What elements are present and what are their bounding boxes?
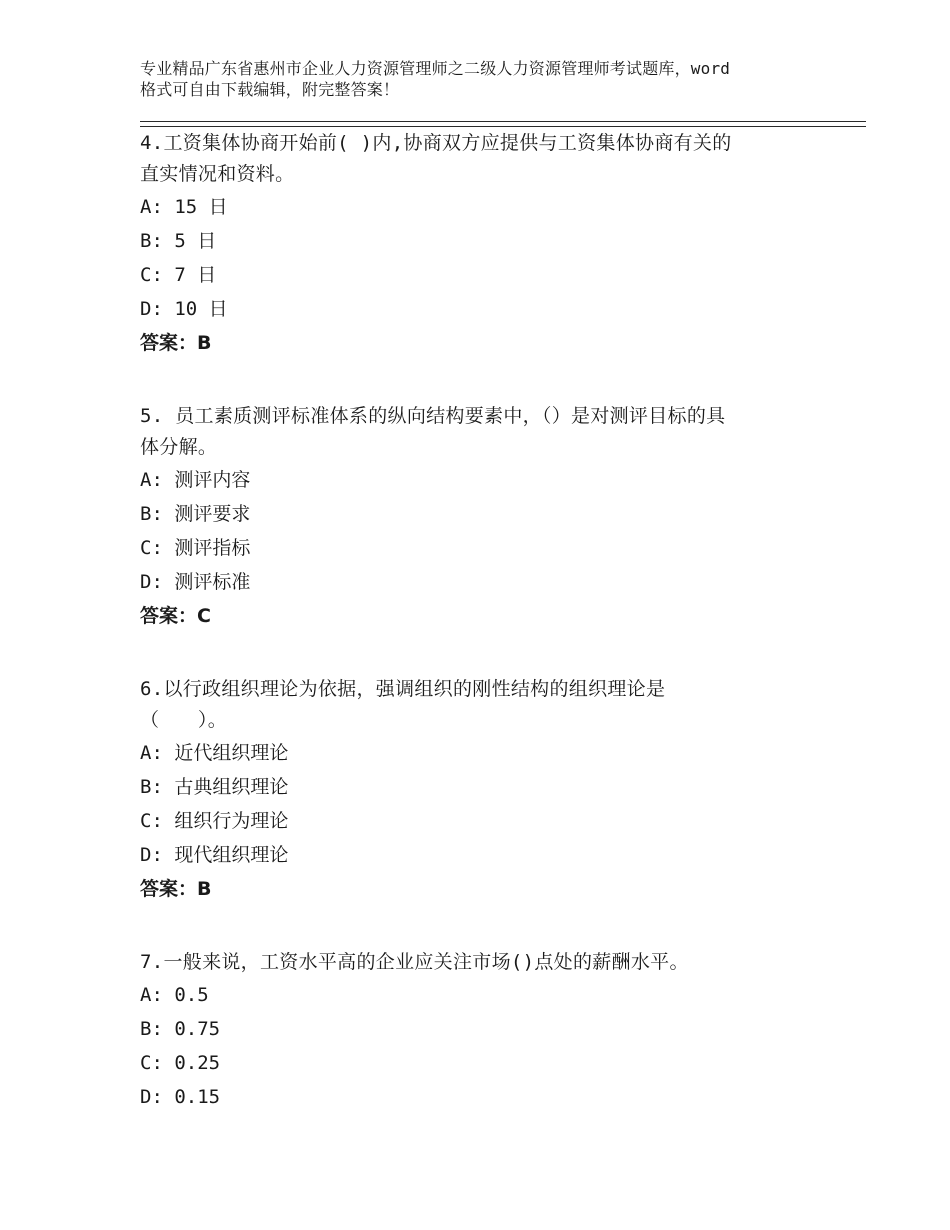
- question-stem-line: 6.以行政组织理论为依据，强调组织的刚性结构的组织理论是: [140, 678, 666, 700]
- option-b: B: 5 日: [140, 230, 217, 252]
- question-7: [140, 947, 830, 1114]
- option-d: D: 测评标准: [140, 571, 251, 593]
- question-stem: [140, 401, 830, 463]
- header-divider-bottom: [140, 126, 866, 127]
- option-b: B: 测评要求: [140, 503, 251, 525]
- option-d: D: 10 日: [140, 298, 228, 320]
- answer: 答案：C: [140, 605, 211, 627]
- option-b: B: 0.75: [140, 1018, 221, 1040]
- question-stem: [140, 947, 830, 978]
- option-c: C: 组织行为理论: [140, 810, 289, 832]
- question-stem-line: 直实情况和资料。: [140, 163, 295, 185]
- question-stem-line: 体分解。: [140, 436, 218, 458]
- option-d: D: 现代组织理论: [140, 844, 289, 866]
- answer: 答案：B: [140, 878, 212, 900]
- question-stem-line: 7.一般来说，工资水平高的企业应关注市场()点处的薪酬水平。: [140, 951, 689, 973]
- option-c: C: 0.25: [140, 1052, 221, 1074]
- question-stem-line: 4.工资集体协商开始前( )内,协商双方应提供与工资集体协商有关的: [140, 132, 732, 154]
- header-divider-top: [140, 121, 866, 122]
- option-c: C: 7 日: [140, 264, 217, 286]
- question-5: [140, 401, 830, 633]
- answer: 答案：B: [140, 332, 212, 354]
- question-stem: [140, 674, 830, 736]
- document-header: [140, 58, 830, 100]
- header-line-2: 格式可自由下载编辑，附完整答案！: [140, 80, 400, 99]
- option-a: A: 0.5: [140, 984, 209, 1006]
- option-c: C: 测评指标: [140, 537, 251, 559]
- question-6: [140, 674, 830, 906]
- question-stem-line: （ ）。: [140, 709, 228, 731]
- option-a: A: 15 日: [140, 196, 228, 218]
- option-a: A: 测评内容: [140, 469, 251, 491]
- option-a: A: 近代组织理论: [140, 742, 289, 764]
- question-stem: [140, 128, 830, 190]
- question-stem-line: 5. 员工素质测评标准体系的纵向结构要素中，（）是对测评目标的具: [140, 405, 726, 427]
- question-4: [140, 128, 830, 360]
- option-b: B: 古典组织理论: [140, 776, 289, 798]
- option-d: D: 0.15: [140, 1086, 221, 1108]
- header-line-1: 专业精品广东省惠州市企业人力资源管理师之二级人力资源管理师考试题库，word: [140, 59, 731, 78]
